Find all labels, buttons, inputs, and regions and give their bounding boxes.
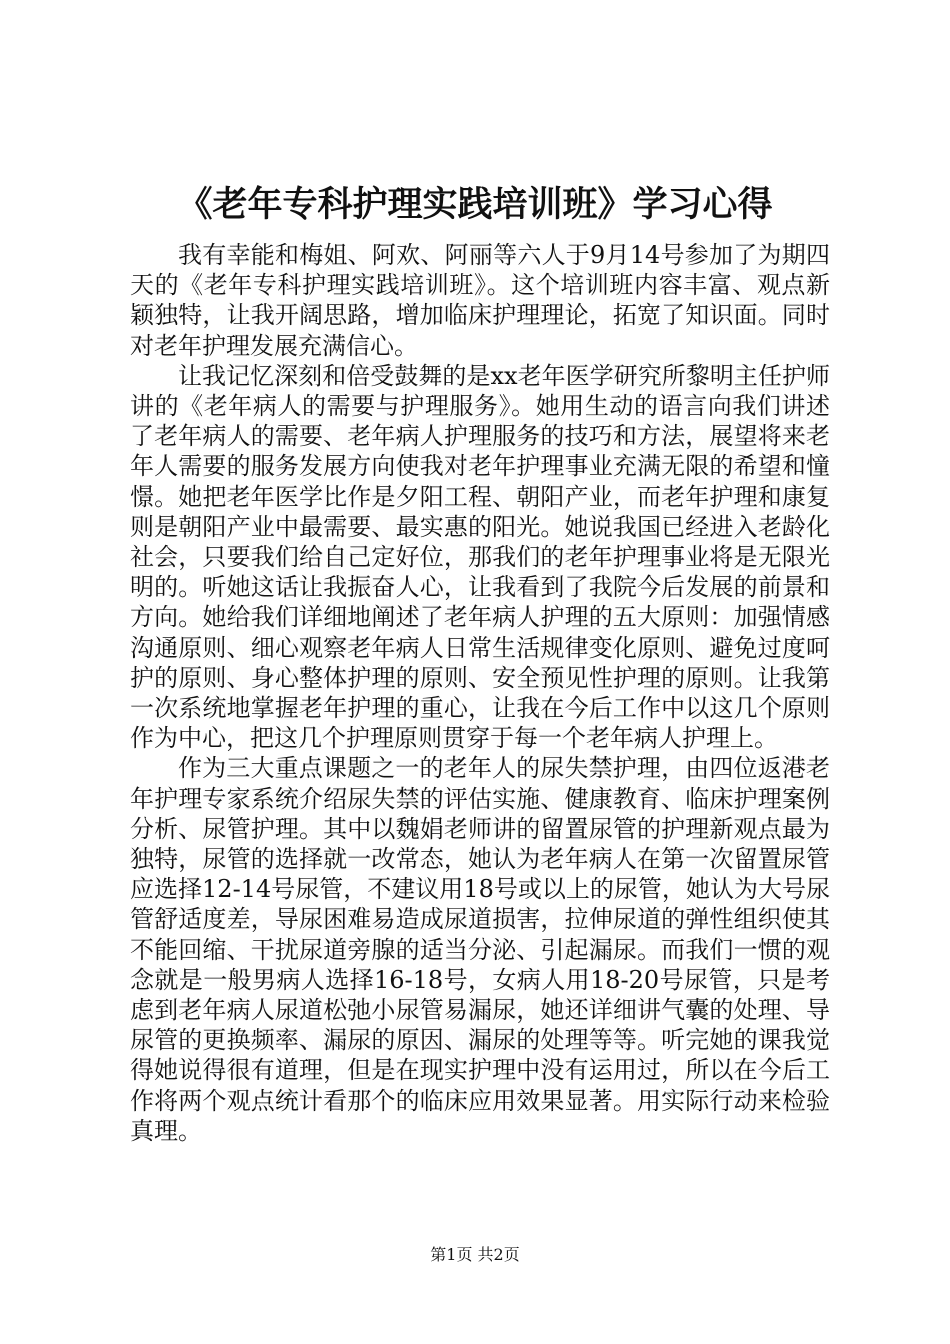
paragraph-2: 让我记忆深刻和倍受鼓舞的是xx老年医学研究所黎明主任护师讲的《老年病人的需要与护理服务》。她用生动的语言向我们讲述了老年病人的需要、老年病人护理服务的技巧和方法，展望将来老年人需要的服务发展方向使我对老年护理事业充满无限的希望和憧憬。她把老年医学比作是夕阳工程、朝阳产业，而老年护理和康复则是朝阳产业中最需要、最实惠的阳光。她说我国已经进入老龄化社会，只要我们给自己定好位，那我们的老年护理事业将是无限光明的。听她这话让我振奋人心，让我看到了我院今后发展的前景和方向。她给我们详细地阐述了老年病人护理的五大原则：加强情感沟通原则、细心观察老年病人日常生活规律变化原则、避免过度呵护的原则、身心整体护理的原则、安全预见性护理的原则。让我第一次系统地掌握老年护理的重心，让我在今后工作中以这几个原则作为中心，把这几个护理原则贯穿于每一个老年病人护理上。 <box>130 361 830 753</box>
document-body <box>130 240 830 1146</box>
document-title: 《老年专科护理实践培训班》学习心得 <box>177 184 773 225</box>
page-footer: 第1页 共2页 <box>430 1245 520 1264</box>
paragraph-1: 我有幸能和梅姐、阿欢、阿丽等六人于9月14号参加了为期四天的《老年专科护理实践培训班》。这个培训班内容丰富、观点新颖独特，让我开阔思路，增加临床护理理论，拓宽了知识面。同时对老年护理发展充满信心。 <box>130 241 830 360</box>
paragraph-3: 作为三大重点课题之一的老年人的尿失禁护理，由四位返港老年护理专家系统介绍尿失禁的评估实施、健康教育、临床护理案例分析、尿管护理。其中以魏娟老师讲的留置尿管的护理新观点最为独特，尿管的选择就一改常态，她认为老年病人在第一次留置尿管应选择12-14号尿管，不建议用18号或以上的尿管，她认为大号尿管舒适度差，导尿困难易造成尿道损害，拉伸尿道的弹性组织使其不能回缩、干扰尿道旁腺的适当分泌、引起漏尿。而我们一惯的观念就是一般男病人选择16-18号，女病人用18-20号尿管，只是考虑到老年病人尿道松弛小尿管易漏尿，她还详细讲气囊的处理、导尿管的更换频率、漏尿的原因、漏尿的处理等等。听完她的课我觉得她说得很有道理，但是在现实护理中没有运用过，所以在今后工作将两个观点统计看那个的临床应用效果显著。用实际行动来检验真理。 <box>130 754 830 1145</box>
